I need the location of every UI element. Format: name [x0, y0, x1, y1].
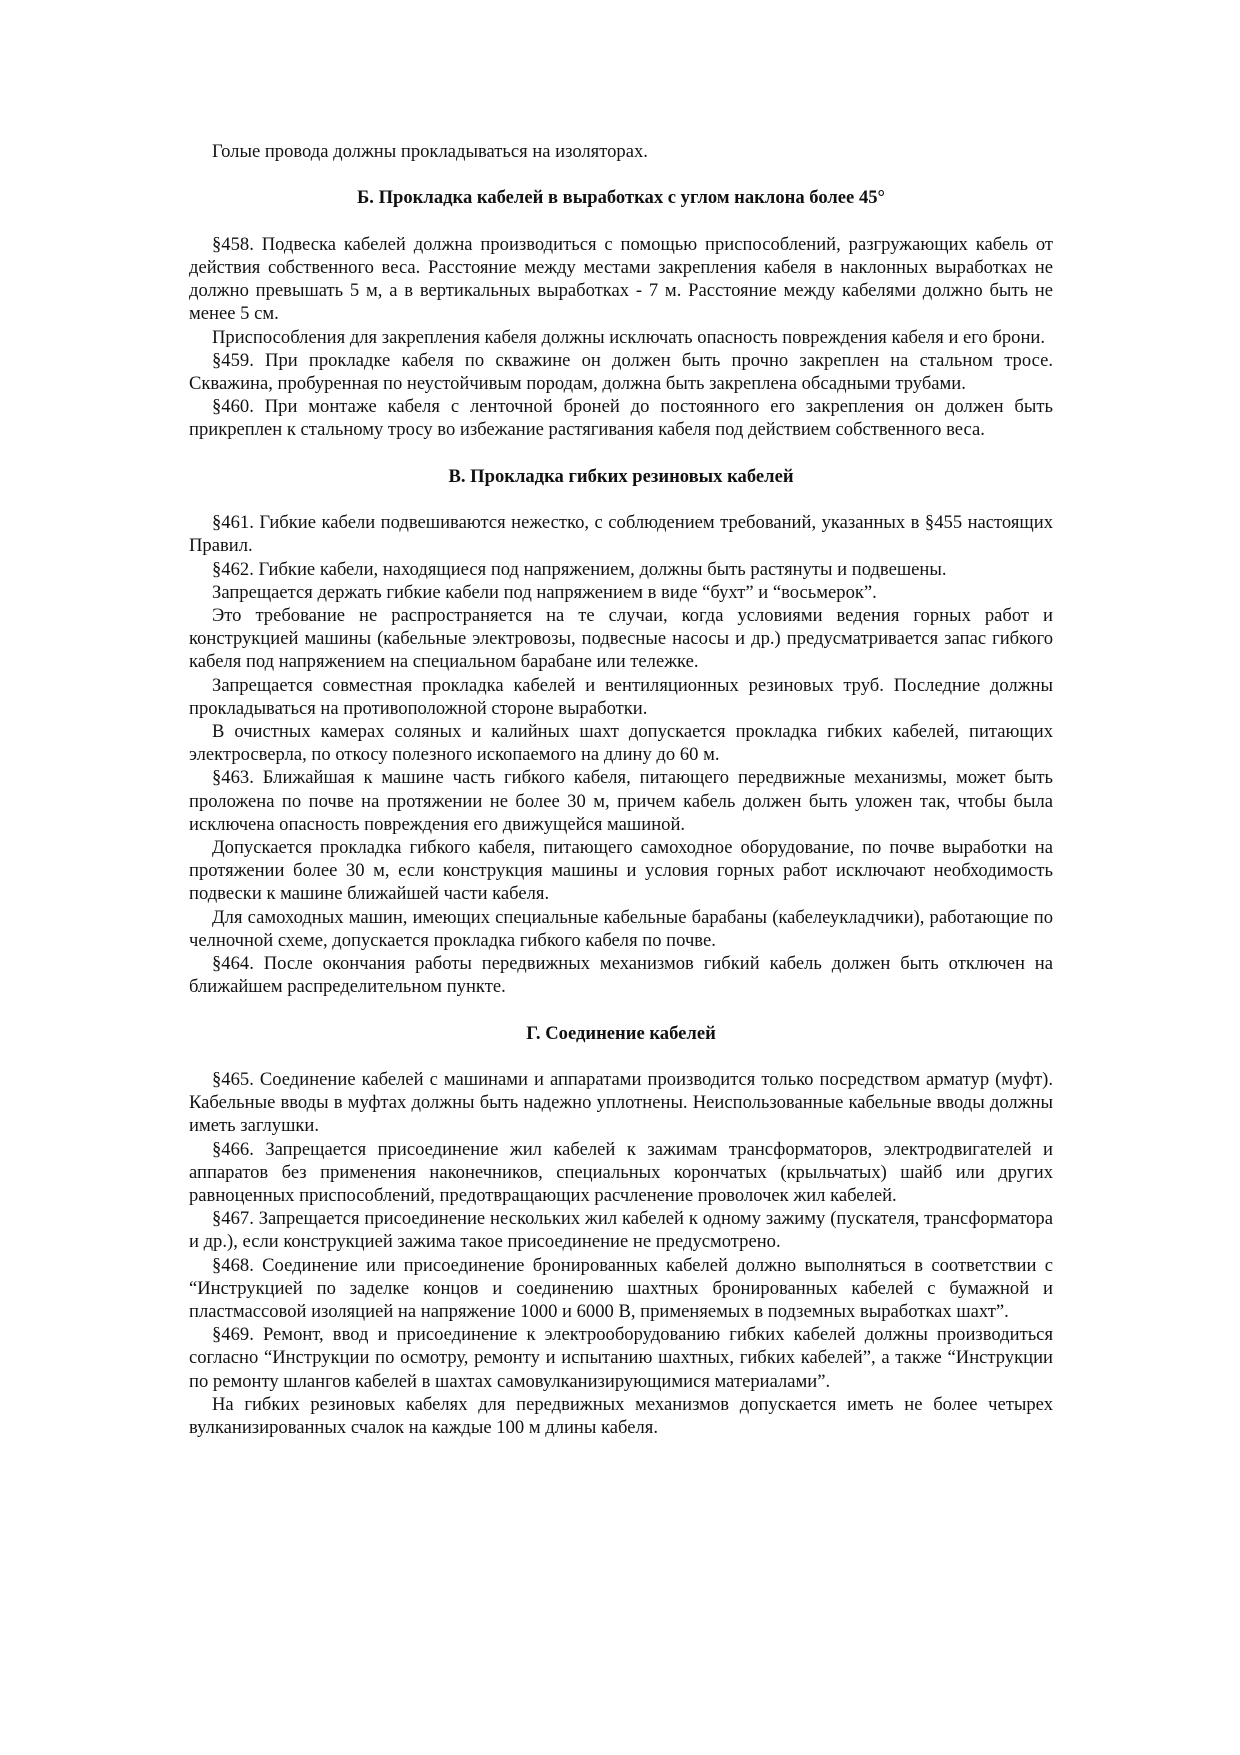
section-g-heading: Г. Соединение кабелей [526, 1022, 716, 1044]
paragraph-465: §465. Соединение кабелей с машинами и аппаратами производится только посредством арматур (муфт). Кабельные вводы в муфтах должны быть надежно уплотнены. Неиспользованные кабельные вводы должны иметь заглушки. [189, 1069, 1053, 1137]
paragraph-462: §462. Гибкие кабели, находящиеся под напряжением, должны быть растянуты и подвешены. [212, 558, 947, 580]
paragraph-467: §467. Запрещается присоединение нескольких жил кабелей к одному зажиму (пускателя, трансформатора и др.), если конструкцией зажима такое присоединение не предусмотрено. [189, 1208, 1053, 1253]
paragraph-463-self-propelled: Допускается прокладка гибкого кабеля, питающего самоходное оборудование, по почве выработки на протяжении более 30 м, если конструкция машины и условия горных работ исключают необходимость подвески к машине ближайшей части кабеля. [189, 837, 1053, 905]
paragraph-463-drums: Для самоходных машин, имеющих специальные кабельные барабаны (кабелеукладчики), работающие по челночной схеме, допускается прокладка гибкого кабеля по почве. [189, 906, 1053, 951]
paragraph-460: §460. При монтаже кабеля с ленточной броней до постоянного его закрепления он должен быть прикреплен к стальному тросу во избежание растягивания кабеля под действием собственного веса. [189, 396, 1053, 441]
paragraph-469: §469. Ремонт, ввод и присоединение к электрооборудованию гибких кабелей должны производиться согласно “Инструкции по осмотру, ремонту и испытанию шахтных, гибких кабелей”, а также “Инструкции по ремонту шлангов кабелей в шахтах самовулканизирующимися материалами”. [189, 1324, 1053, 1392]
section-v-heading: В. Прокладка гибких резиновых кабелей [448, 465, 794, 487]
paragraph-462-prohibition: Запрещается держать гибкие кабели под напряжением в виде “бухт” и “восьмерок”. [212, 581, 877, 603]
section-v-body [189, 511, 1053, 998]
paragraph-461: §461. Гибкие кабели подвешиваются нежестко, с соблюдением требований, указанных в §455 настоящих Правил. [189, 512, 1053, 557]
intro-paragraph: Голые провода должны прокладываться на изоляторах. [212, 141, 648, 162]
section-g-body [189, 1068, 1053, 1439]
paragraph-466: §466. Запрещается присоединение жил кабелей к зажимам трансформаторов, электродвигателей и аппаратов без применения наконечников, специальных корончатых (крыльчатых) шайб или других равноценных приспособлений, предотвращающих расчленение проволочек жил кабелей. [189, 1138, 1053, 1207]
paragraph-458: §458. Подвеска кабелей должна производиться с помощью приспособлений, разгружающих кабель от действия собственного веса. Расстояние между местами закрепления кабеля в наклонных выработках не должно превышать 5 м, а в вертикальных выработках - 7 м. Расстояние между кабелями должно быть не менее 5 см. [189, 233, 1053, 325]
section-b-heading: Б. Прокладка кабелей в выработках с углом наклона более 45° [356, 187, 885, 209]
paragraph-464: §464. После окончания работы передвижных механизмов гибкий кабель должен быть отключен на ближайшем распределительном пункте. [189, 953, 1053, 998]
document-page [189, 140, 1053, 1439]
paragraph-462-chambers: В очистных камерах соляных и калийных шахт допускается прокладка гибких кабелей, питающих электросверла, по откосу полезного ископаемого на длину до 60 м. [189, 721, 1053, 766]
paragraph-459: §459. При прокладке кабеля по скважине он должен быть прочно закреплен на стальном тросе. Скважина, пробуренная по неустойчивым породам, должна быть закреплена обсадными трубами. [189, 349, 1053, 394]
paragraph-463: §463. Ближайшая к машине часть гибкого кабеля, питающего передвижные механизмы, может быть проложена по почве на протяжении не более 30 м, причем кабель должен быть уложен так, чтобы была исключена опасность повреждения его движущейся машиной. [189, 767, 1053, 835]
paragraph-468: §468. Соединение или присоединение бронированных кабелей должно выполняться в соответствии с “Инструкцией по заделке концов и соединению шахтных бронированных кабелей с бумажной и пластмассовой изоляцией на напряжение 1000 и 6000 В, применяемых в подземных выработках шахт”. [189, 1254, 1053, 1323]
paragraph-458-fixtures: Приспособления для закрепления кабеля должны исключать опасность повреждения кабеля и его брони. [212, 326, 1046, 348]
paragraph-469-splices: На гибких резиновых кабелях для передвижных механизмов допускается иметь не более четырех вулканизированных счалок на каждые 100 м длины кабеля. [189, 1393, 1053, 1439]
paragraph-462-ventilation: Запрещается совместная прокладка кабелей и вентиляционных резиновых труб. Последние должны прокладываться на противоположной стороне выработки. [189, 674, 1053, 719]
section-b-body [189, 233, 1053, 442]
paragraph-462-exception: Это требование не распространяется на те случаи, когда условиями ведения горных работ и конструкцией машины (кабельные электровозы, подвесные насосы и др.) предусматривается запас гибкого кабеля под напряжением на специальном барабане или тележке. [189, 605, 1053, 673]
